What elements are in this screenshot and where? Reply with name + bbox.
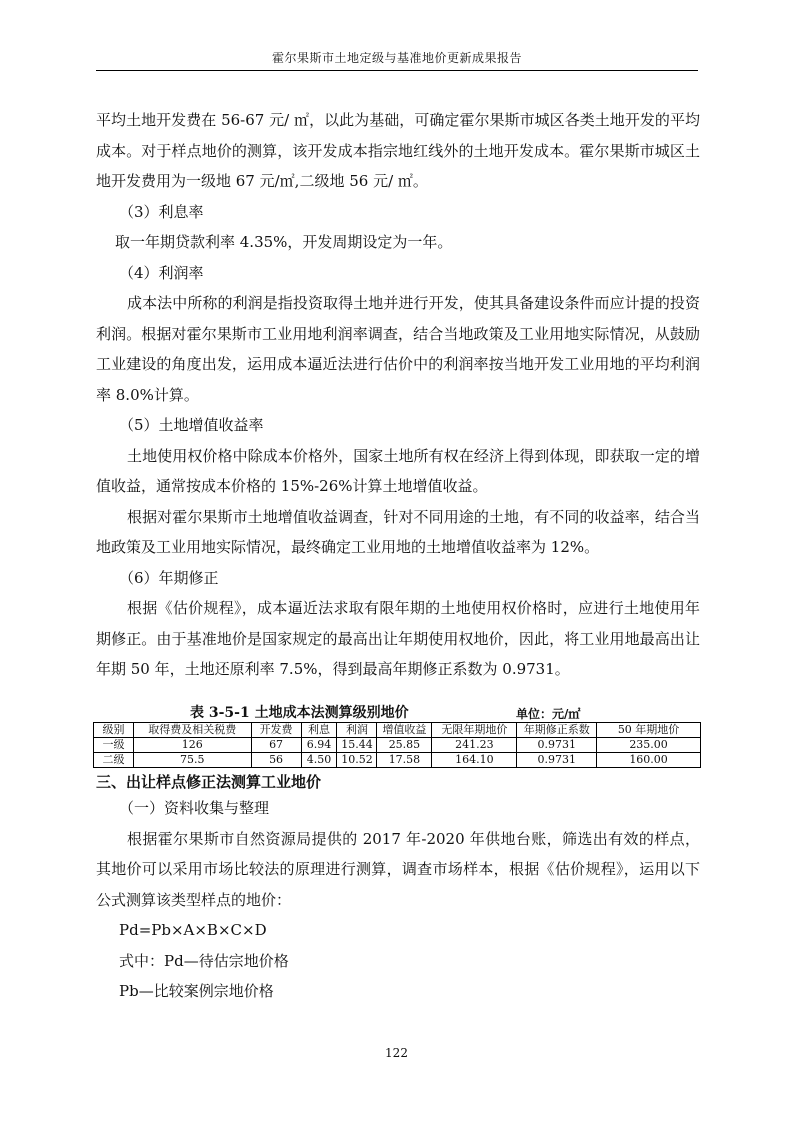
paragraph-value-added-a: 土地使用权价格中除成本价格外，国家土地所有权在经济上得到体现，即获取一定的增值收益，通常按成本价格的 15%-26%计算土地增值收益。 — [96, 446, 700, 495]
table-cell: 25.85 — [377, 738, 432, 753]
heading-term-correction: （6）年期修正 — [119, 568, 219, 587]
table-row — [94, 738, 701, 753]
table-cell: 15.44 — [337, 738, 377, 753]
main-text — [96, 105, 700, 685]
paragraph-profit-rate: 成本法中所称的利润是指投资取得土地并进行开发，使其具备建设条件而应计提的投资利润。根据对霍尔果斯市工业用地利润率调查，结合当地政策及工业用地实际情况，从鼓励工业建设的角度出发，运用成本逼近法进行估价中的利润率按当地开发工业用地的平均利润率 8.0%计算。 — [96, 294, 700, 404]
paragraph-land-development-cost: 平均土地开发费在 56-67 元/ ㎡，以此为基础，可确定霍尔果斯市城区各类土地开发的平均成本。对于样点地价的测算，该开发成本指宗地红线外的土地开发成本。霍尔果斯市城区土地开发费用为一级地 67 元/㎡,二级地 56 元/ ㎡。 — [96, 111, 700, 190]
header-cell: 利息 — [301, 723, 337, 738]
heading-interest-rate: （3）利息率 — [119, 202, 204, 221]
heading-value-added-rate: （5）土地增值收益率 — [119, 416, 264, 434]
table-cell: 二级 — [94, 753, 134, 768]
header-cell: 利润 — [337, 723, 377, 738]
paragraph-data-collection: 根据霍尔果斯市自然资源局提供的 2017 年-2020 年供地台账，筛选出有效的样点，其地价可以采用市场比较法的原理进行测算，调查市场样本，根据《估价规程》，运用以下公式测算该类型样点的地价： — [96, 829, 700, 909]
table-cell: 164.10 — [432, 753, 517, 768]
paragraph-interest-rate: 取一年期贷款利率 4.35%，开发周期设定为一年。 — [115, 233, 453, 251]
formula: Pd=Pb×A×B×C×D — [119, 921, 267, 939]
header-cell: 增值收益 — [377, 723, 432, 738]
table-cell: 4.50 — [301, 753, 337, 768]
header-cell: 级别 — [94, 723, 134, 738]
header-cell: 开发费 — [251, 723, 301, 738]
table-title: 表 3-5-1 土地成本法测算级别地价 — [190, 705, 409, 721]
header-cell: 50 年期地价 — [597, 723, 701, 738]
table-cell: 10.52 — [337, 753, 377, 768]
table-cell: 56 — [251, 753, 301, 768]
header-rule — [96, 70, 698, 71]
table-header-row — [94, 723, 701, 738]
table-cell: 17.58 — [377, 753, 432, 768]
section-three-body — [96, 793, 700, 1007]
table-unit: 单位：元/㎡ — [516, 707, 581, 721]
header-cell: 年期修正系数 — [517, 723, 597, 738]
table-cell: 6.94 — [301, 738, 337, 753]
table-cell: 126 — [133, 738, 251, 753]
header-cell: 取得费及相关税费 — [133, 723, 251, 738]
table-cell: 67 — [251, 738, 301, 753]
heading-profit-rate: （4）利润率 — [119, 263, 204, 282]
paragraph-value-added-b: 根据对霍尔果斯市土地增值收益调查，针对不同用途的土地，有不同的收益率，结合当地政策及工业用地实际情况，最终确定工业用地的土地增值收益率为 12%。 — [96, 507, 700, 556]
table-cell: 0.9731 — [517, 753, 597, 768]
formula-definition-pb: Pb—比较案例宗地价格 — [119, 982, 274, 1000]
subsection-heading: （一）资料收集与整理 — [119, 799, 270, 817]
paragraph-term-correction: 根据《估价规程》，成本逼近法求取有限年期的土地使用权价格时，应进行土地使用年期修正。由于基准地价是国家规定的最高出让年期使用权地价，因此，将工业用地最高出让年期 50 年，土地还原利率 7.5%，得到最高年期修正系数为 0.9731。 — [96, 599, 700, 678]
section-three-title: 三、出让样点修正法测算工业地价 — [96, 773, 322, 791]
formula-definition-pd: 式中：Pd—待估宗地价格 — [119, 951, 289, 970]
table-cell: 235.00 — [597, 738, 701, 753]
table-cell: 75.5 — [133, 753, 251, 768]
table-cell: 160.00 — [597, 753, 701, 768]
running-header: 霍尔果斯市土地定级与基准地价更新成果报告 — [271, 51, 522, 65]
header-cell: 无限年期地价 — [432, 723, 517, 738]
cost-method-table — [93, 722, 701, 768]
table-cell: 0.9731 — [517, 738, 597, 753]
table-caption — [96, 703, 700, 723]
page-number: 122 — [385, 1046, 408, 1060]
table-row — [94, 753, 701, 768]
table-cell: 241.23 — [432, 738, 517, 753]
table-cell: 一级 — [94, 738, 134, 753]
